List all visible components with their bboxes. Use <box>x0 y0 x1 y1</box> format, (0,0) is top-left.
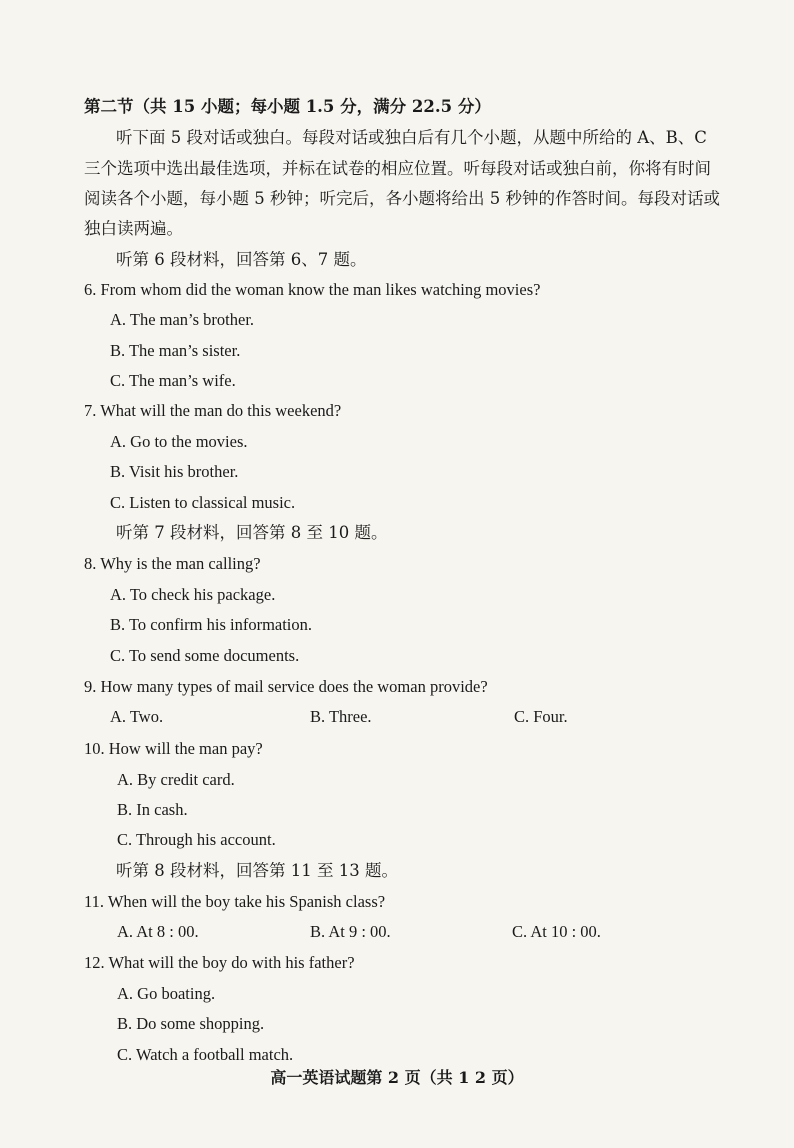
question-7-option-a: A. Go to the movies. <box>110 432 248 451</box>
question-7-option-c: C. Listen to classical music. <box>110 493 296 512</box>
question-12-option-c: C. Watch a football match. <box>117 1045 294 1064</box>
page-footer: 高一英语试题第 2 页（共 1 2 页） <box>270 1068 524 1087</box>
passage-8-header: 听第 8 段材料，回答第 11 至 13 题。 <box>116 861 398 880</box>
instruction-line-2: 三个选项中选出最佳选项，并标在试卷的相应位置。听每段对话或独白前，你将有时间 <box>84 159 711 178</box>
question-7-option-b: B. Visit his brother. <box>110 462 239 481</box>
instruction-line-4: 独白读两遍。 <box>84 219 183 238</box>
question-6-option-b: B. The man’s sister. <box>110 341 241 360</box>
question-10-option-a: A. By credit card. <box>117 770 235 789</box>
question-12-stem: 12. What will the boy do with his father? <box>84 953 355 972</box>
passage-7-header: 听第 7 段材料，回答第 8 至 10 题。 <box>116 523 388 542</box>
question-9-stem: 9. How many types of mail service does the woman provide? <box>84 677 488 696</box>
question-11-option-b: B. At 9 : 00. <box>310 922 391 941</box>
instruction-line-1: 听下面 5 段对话或独白。每段对话或独白后有几个小题，从题中所给的 A、B、C <box>116 128 707 147</box>
question-8-stem: 8. Why is the man calling? <box>84 554 261 573</box>
question-10-option-b: B. In cash. <box>117 800 188 819</box>
question-9-option-b: B. Three. <box>310 707 372 726</box>
question-11-stem: 11. When will the boy take his Spanish class? <box>84 892 386 911</box>
question-6-stem: 6. From whom did the woman know the man likes watching movies? <box>84 280 541 299</box>
question-11-option-a: A. At 8 : 00. <box>117 922 199 941</box>
question-6-option-a: A. The man’s brother. <box>110 310 255 329</box>
question-11-option-c: C. At 10 : 00. <box>512 922 601 941</box>
question-9-option-c: C. Four. <box>514 707 568 726</box>
question-7-stem: 7. What will the man do this weekend? <box>84 401 342 420</box>
question-10-option-c: C. Through his account. <box>117 830 276 849</box>
question-6-option-c: C. The man’s wife. <box>110 371 236 390</box>
question-8-option-c: C. To send some documents. <box>110 646 300 665</box>
question-10-stem: 10. How will the man pay? <box>84 739 263 758</box>
question-12-option-a: A. Go boating. <box>117 984 216 1003</box>
question-9-option-a: A. Two. <box>110 707 164 726</box>
question-12-option-b: B. Do some shopping. <box>117 1014 265 1033</box>
passage-6-header: 听第 6 段材料，回答第 6、7 题。 <box>116 250 367 269</box>
question-8-option-b: B. To confirm his information. <box>110 615 313 634</box>
question-8-option-a: A. To check his package. <box>110 585 276 604</box>
section-title: 第二节（共 15 小题；每小题 1.5 分，满分 22.5 分） <box>84 97 491 116</box>
instruction-line-3: 阅读各个小题，每小题 5 秒钟；听完后，各小题将给出 5 秒钟的作答时间。每段对话或 <box>84 189 720 208</box>
